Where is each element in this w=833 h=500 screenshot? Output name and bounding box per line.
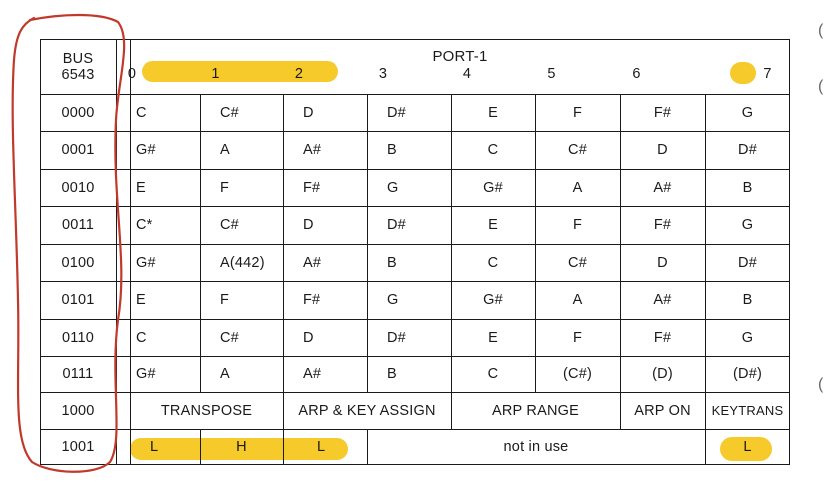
note-cell: A# — [303, 254, 322, 271]
bit2-level: L — [317, 439, 326, 455]
note-cell: G — [741, 104, 754, 121]
note-cell: C# — [220, 104, 239, 121]
note-cell: A — [572, 179, 583, 196]
bus-value: 1000 — [61, 402, 95, 419]
note-cell: C — [487, 366, 499, 382]
note-cell: (D#) — [733, 366, 762, 382]
note-cell: F# — [653, 104, 672, 121]
note-cell: (C#) — [563, 366, 592, 382]
note-cell: A# — [653, 179, 672, 196]
margin-mark: ( — [818, 22, 824, 39]
bit-header-5: 5 — [547, 65, 556, 82]
note-cell: G# — [136, 142, 156, 158]
arp-on-label: ARP ON — [634, 402, 691, 419]
note-cell: F — [220, 292, 230, 308]
arp-key-assign-label: ARP & KEY ASSIGN — [298, 402, 436, 419]
note-cell: A# — [303, 142, 322, 158]
note-cell: (D) — [652, 366, 673, 382]
note-cell: C — [487, 254, 499, 271]
bus-value: 0100 — [61, 254, 95, 271]
note-cell: C# — [220, 329, 239, 346]
note-cell: A# — [653, 292, 672, 308]
note-cell: G# — [136, 366, 156, 382]
bus-value: 0101 — [61, 292, 95, 308]
note-cell: C* — [136, 217, 153, 233]
bit-header-0: 0 — [127, 65, 137, 82]
bus-value: 0111 — [62, 366, 94, 382]
bit1-level: H — [236, 439, 247, 455]
note-cell: B — [742, 179, 753, 196]
bit-header-6: 6 — [632, 65, 641, 82]
bit0-level: L — [150, 439, 159, 455]
note-cell: G# — [483, 292, 503, 308]
note-cell: C# — [220, 217, 239, 233]
note-cell: E — [488, 104, 498, 121]
note-cell: C# — [568, 142, 587, 158]
note-cell: D# — [387, 217, 406, 233]
keytrans-label: KEYTRANS — [711, 403, 784, 418]
note-cell: B — [387, 254, 397, 271]
bit-header-4: 4 — [462, 65, 472, 82]
note-cell: A# — [303, 366, 322, 382]
not-in-use-label: not in use — [503, 439, 569, 455]
bit-header-2: 2 — [294, 65, 304, 82]
note-cell: C — [487, 142, 499, 158]
note-cell: E — [136, 179, 146, 196]
bus-value: 0000 — [61, 104, 95, 121]
note-cell: B — [742, 292, 753, 308]
note-cell: F — [572, 329, 583, 346]
note-cell: G — [741, 329, 754, 346]
note-cell: E — [488, 329, 498, 346]
note-cell: F — [572, 217, 583, 233]
note-cell: G# — [136, 254, 156, 271]
note-cell: D# — [738, 142, 757, 158]
note-cell: C — [136, 329, 147, 346]
margin-mark: ( — [818, 376, 824, 393]
bit7-level: L — [743, 439, 752, 455]
note-cell: D — [303, 217, 314, 233]
note-cell: D# — [387, 104, 406, 121]
note-cell: D — [657, 142, 668, 158]
note-cell: F# — [653, 329, 672, 346]
note-cell: C# — [568, 254, 587, 271]
note-cell: F# — [303, 179, 321, 196]
bus-value: 0001 — [61, 142, 95, 158]
note-cell: B — [387, 366, 397, 382]
note-cell: E — [136, 292, 146, 308]
margin-mark: ( — [818, 78, 824, 95]
note-cell: A(442) — [220, 254, 265, 271]
note-cell: A — [572, 292, 583, 308]
bus-value: 0110 — [62, 329, 94, 346]
port-title: PORT-1 — [432, 48, 488, 65]
note-cell: C — [136, 104, 147, 121]
note-cell: F — [572, 104, 583, 121]
note-cell: E — [488, 217, 498, 233]
note-cell: G — [387, 179, 399, 196]
arp-range-label: ARP RANGE — [492, 402, 579, 419]
bit-header-1: 1 — [211, 65, 220, 82]
bus-label: BUS — [62, 50, 94, 67]
bus-value: 0011 — [62, 217, 94, 233]
note-cell: A — [220, 366, 230, 382]
bit-header-3: 3 — [378, 65, 388, 82]
bus-bits-label: 6543 — [61, 66, 95, 83]
transpose-label: TRANSPOSE — [160, 402, 253, 419]
note-cell: G — [741, 217, 754, 233]
bus-value: 1001 — [61, 439, 95, 455]
bit-header-7: 7 — [763, 65, 772, 82]
note-cell: D# — [387, 329, 406, 346]
note-cell: D — [303, 329, 314, 346]
note-cell: G — [387, 292, 399, 308]
note-cell: D# — [738, 254, 757, 271]
note-cell: G# — [483, 179, 503, 196]
note-cell: D — [303, 104, 314, 121]
note-cell: F# — [653, 217, 672, 233]
note-cell: F — [220, 179, 230, 196]
note-cell: D — [657, 254, 668, 271]
note-cell: A — [220, 142, 230, 158]
note-cell: F# — [303, 292, 321, 308]
note-cell: B — [387, 142, 397, 158]
bus-value: 0010 — [61, 179, 95, 196]
